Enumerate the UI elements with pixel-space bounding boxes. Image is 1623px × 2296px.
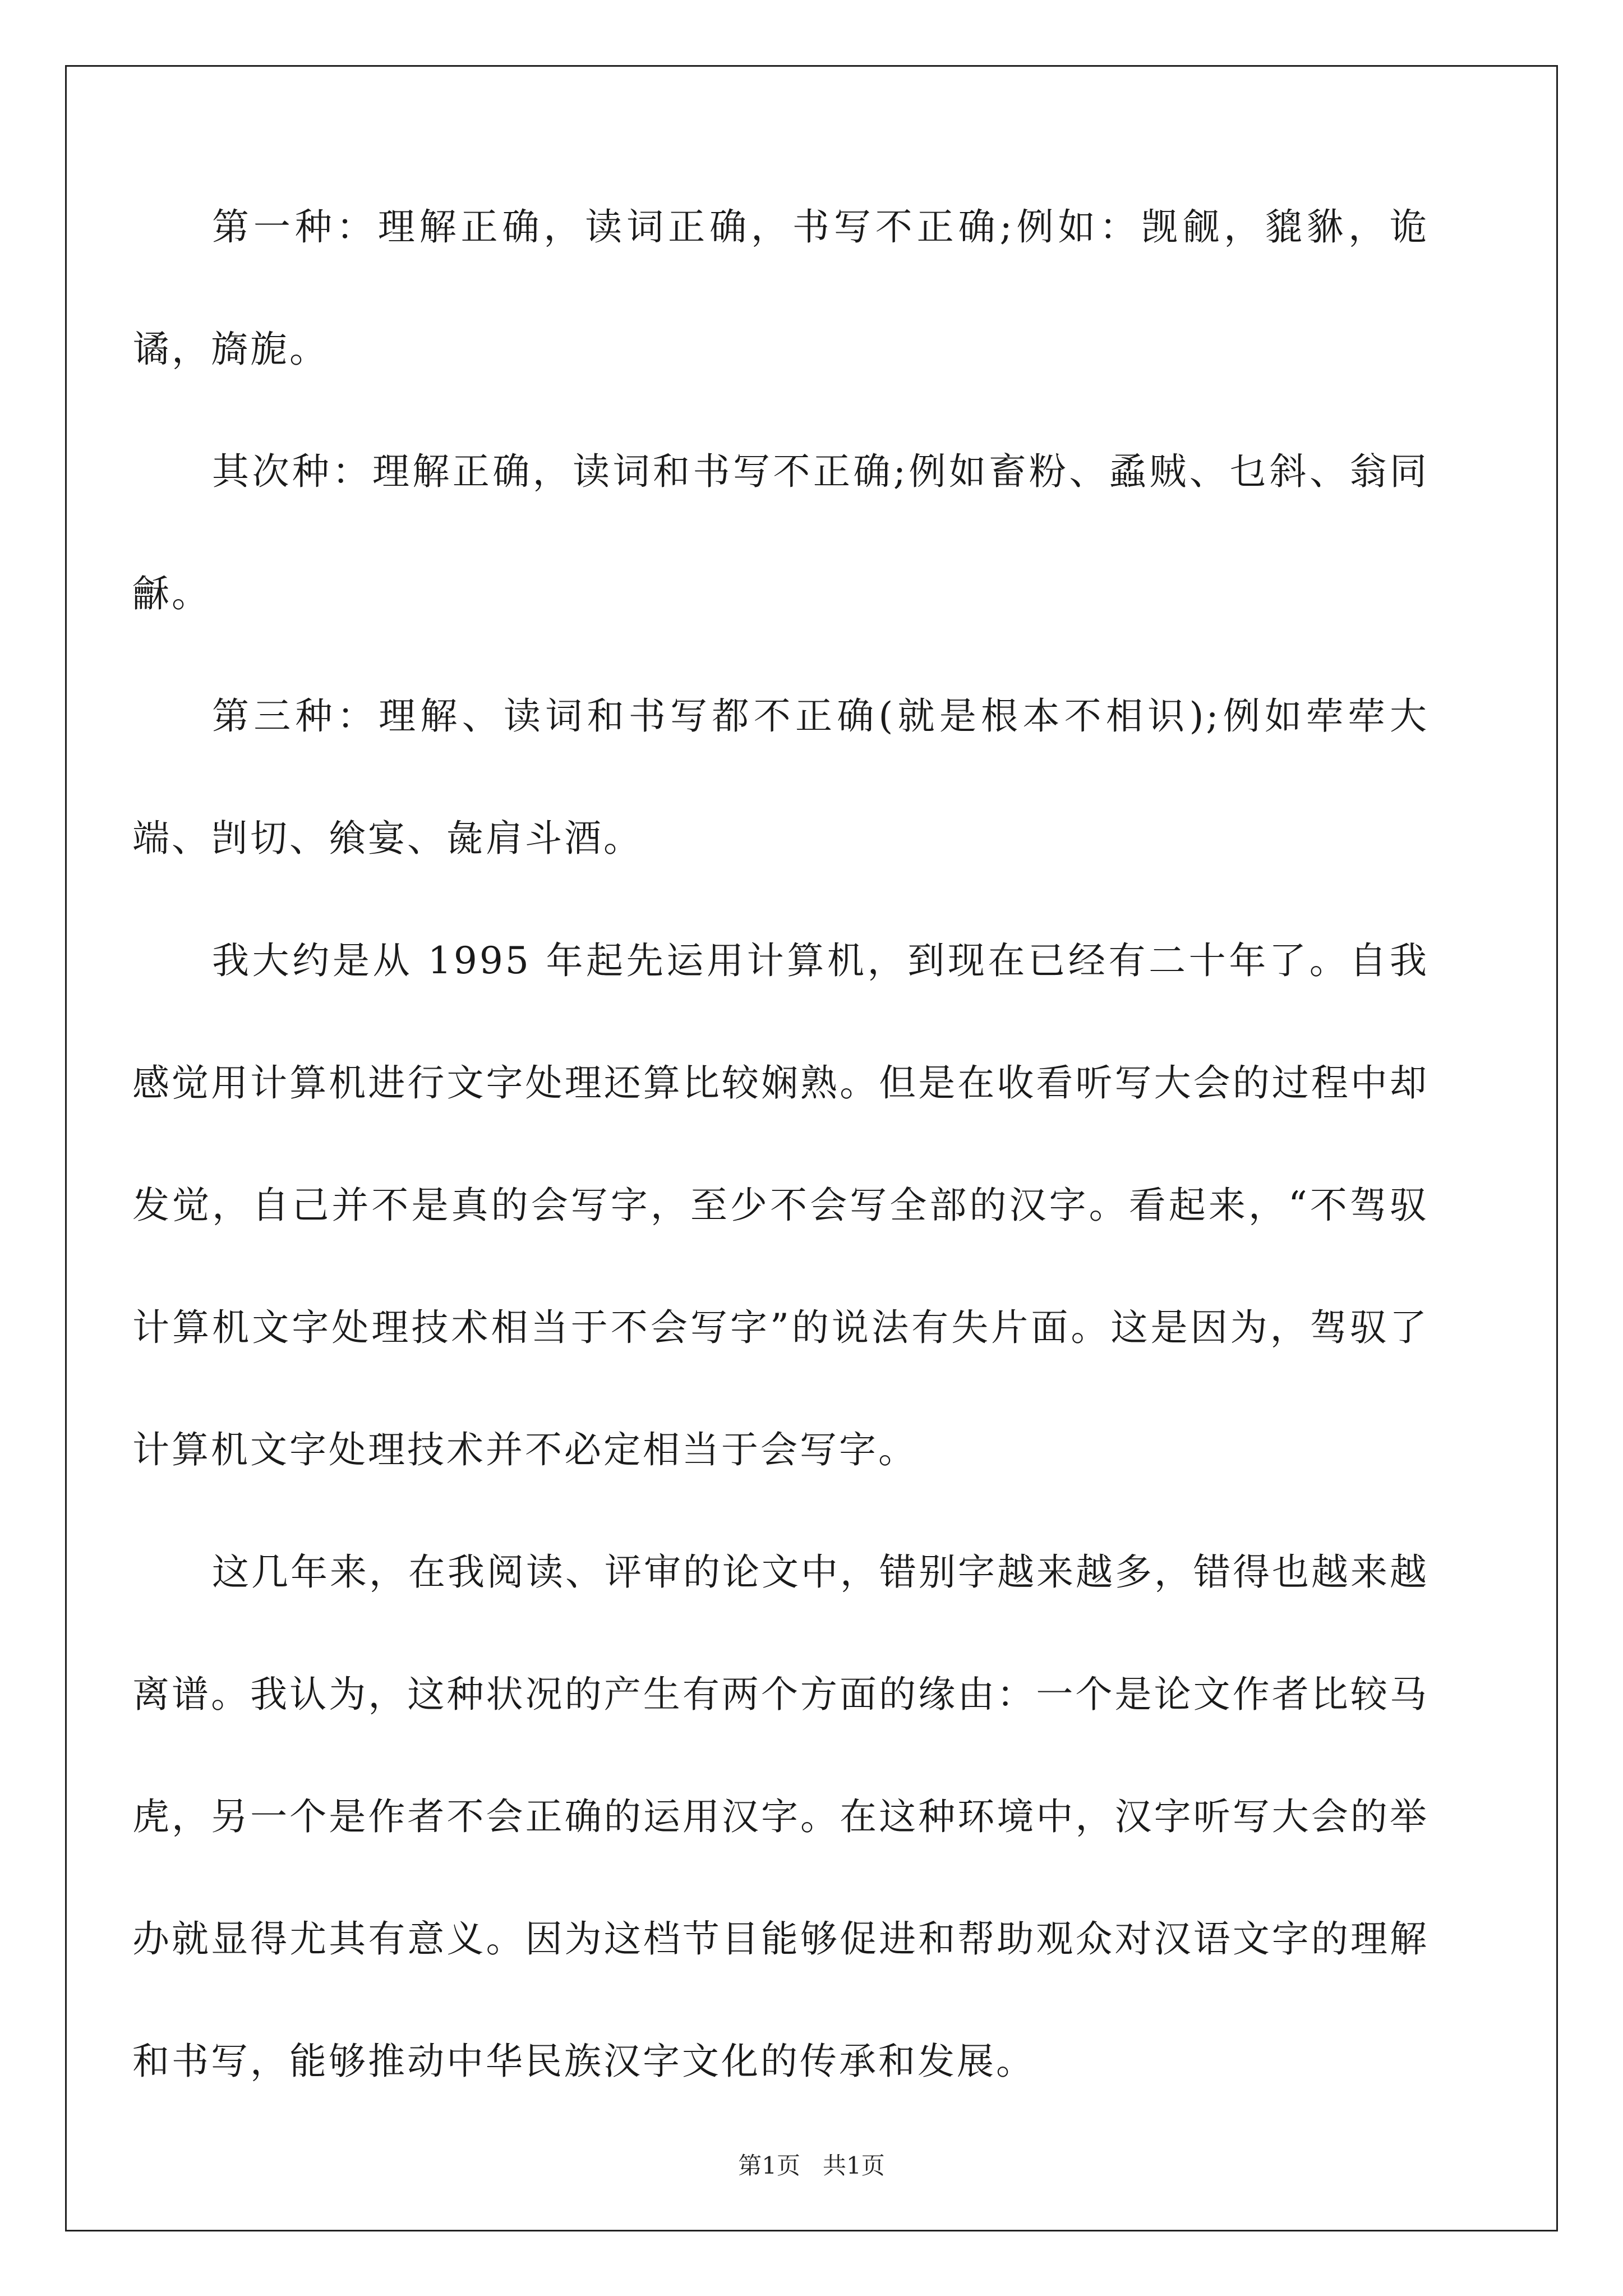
paragraph-3: 第三种：理解、读词和书写都不正确(就是根本不相识);例如荦荦大端、剀切、飨宴、彘肩斗酒。 [132, 694, 1429, 860]
paragraph-5: 这几年来，在我阅读、评审的论文中，错别字越来越多，错得也越来越离谱。我认为，这种状况的产生有两个方面的缘由：一个是论文作者比较马虎，另一个是作者不会正确的运用汉字。在这种环境中，汉字听写大会的举办就显得尤其有意义。因为这档节目能够促进和帮助观众对汉语文字的理解和书写，能够推动中华民族汉字文化的传承和发展。 [132, 1550, 1429, 2083]
paragraph-1: 第一种：理解正确，读词正确，书写不正确;例如：觊觎，貔貅，诡谲，旖旎。 [132, 205, 1429, 371]
page-number-footer: 第1页 共1页 [738, 2152, 885, 2179]
document-body [132, 166, 1429, 2123]
paragraph-2: 其次种：理解正确，读词和书写不正确;例如畜粉、蟊贼、乜斜、翁同龢。 [132, 450, 1429, 615]
paragraph-4: 我大约是从 1995 年起先运用计算机，到现在已经有二十年了。自我感觉用计算机进行文字处理还算比较娴熟。但是在收看听写大会的过程中却发觉，自己并不是真的会写字，至少不会写全部的汉字。看起来，“不驾驭计算机文字处理技术相当于不会写字”的说法有失片面。这是因为，驾驭了计算机文字处理技术并不必定相当于会写字。 [132, 939, 1429, 1471]
